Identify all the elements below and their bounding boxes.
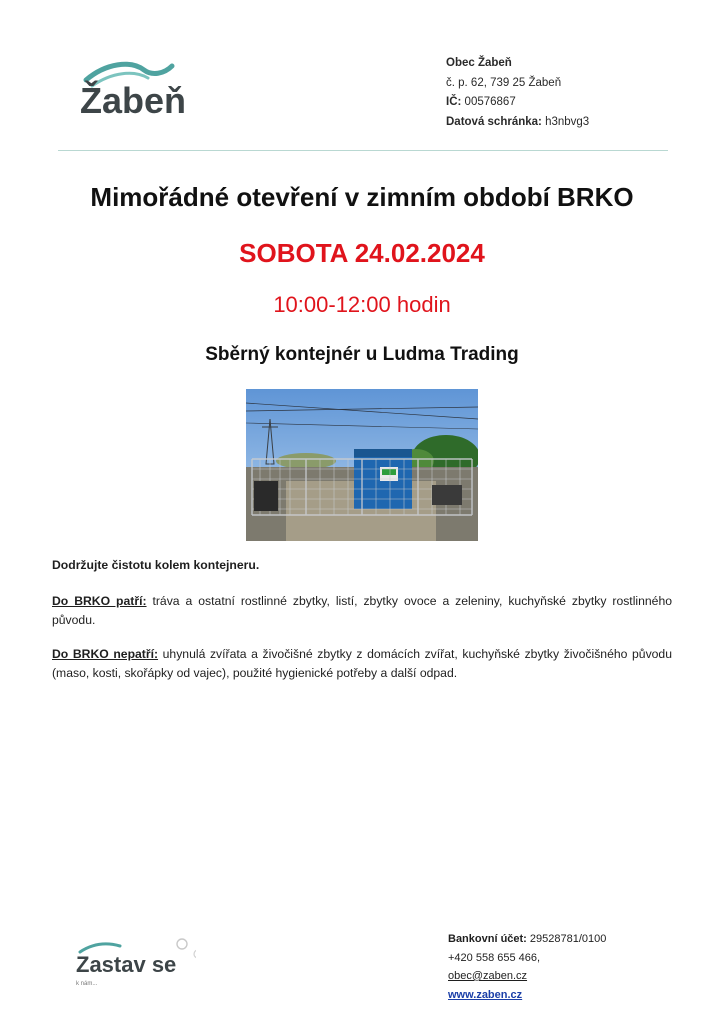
bank-label: Bankovní účet: bbox=[448, 933, 527, 945]
ic-value: 00576867 bbox=[464, 96, 516, 108]
notice-title: Mimořádné otevření v zimním období BRKO bbox=[90, 182, 634, 212]
cleanliness-text: Dodržujte čistotu kolem kontejneru. bbox=[52, 558, 260, 572]
website-link[interactable]: www.zaben.cz bbox=[448, 988, 523, 1001]
logo-text: Žabeň bbox=[80, 80, 187, 121]
header-info bbox=[446, 54, 589, 132]
ic-label: IČ: bbox=[446, 96, 462, 108]
belongs-paragraph bbox=[52, 592, 672, 630]
org-name: Obec Žabeň bbox=[446, 57, 512, 69]
cleanliness-note bbox=[52, 556, 672, 575]
bank-value: 29528781/0100 bbox=[529, 933, 607, 945]
phone: +420 558 655 466, bbox=[448, 951, 541, 964]
ds-value: h3nbvg3 bbox=[545, 115, 590, 128]
notice-time: 10:00-12:00 hodin bbox=[273, 292, 451, 317]
header-divider bbox=[58, 150, 668, 151]
footer-logo-sub: k nám... bbox=[76, 981, 98, 987]
belongs-text: tráva a ostatní rostlinné zbytky, listí, zbytky ovoce a zeleniny, kuchyňské zbytky rostlinného původu. bbox=[52, 594, 673, 627]
footer-info bbox=[448, 930, 606, 1004]
address: č. p. 62, 739 25 Žabeň bbox=[446, 76, 562, 89]
not-belongs-text: uhynulá zvířata a živočišné zbytky z domácích zvířat, kuchyňské zbytky živočišného původu (maso, kosti, skořápky od vajec), použité hygienické potřeby a další odpad. bbox=[52, 647, 672, 680]
belongs-label: Do BRKO patří: bbox=[52, 594, 147, 608]
zastav-se-logo bbox=[76, 936, 196, 996]
not-belongs-paragraph bbox=[52, 645, 672, 683]
container-photo bbox=[246, 389, 478, 541]
footer-logo-text: Zastav se bbox=[76, 952, 177, 977]
ds-label: Datová schránka: bbox=[446, 115, 542, 128]
zaben-logo bbox=[76, 58, 196, 128]
notice-date: SOBOTA 24.02.2024 bbox=[239, 238, 485, 268]
notice-location: Sběrný kontejnér u Ludma Trading bbox=[205, 344, 519, 365]
not-belongs-label: Do BRKO nepatří: bbox=[52, 647, 159, 661]
email-link[interactable]: obec@zaben.cz bbox=[448, 970, 528, 982]
